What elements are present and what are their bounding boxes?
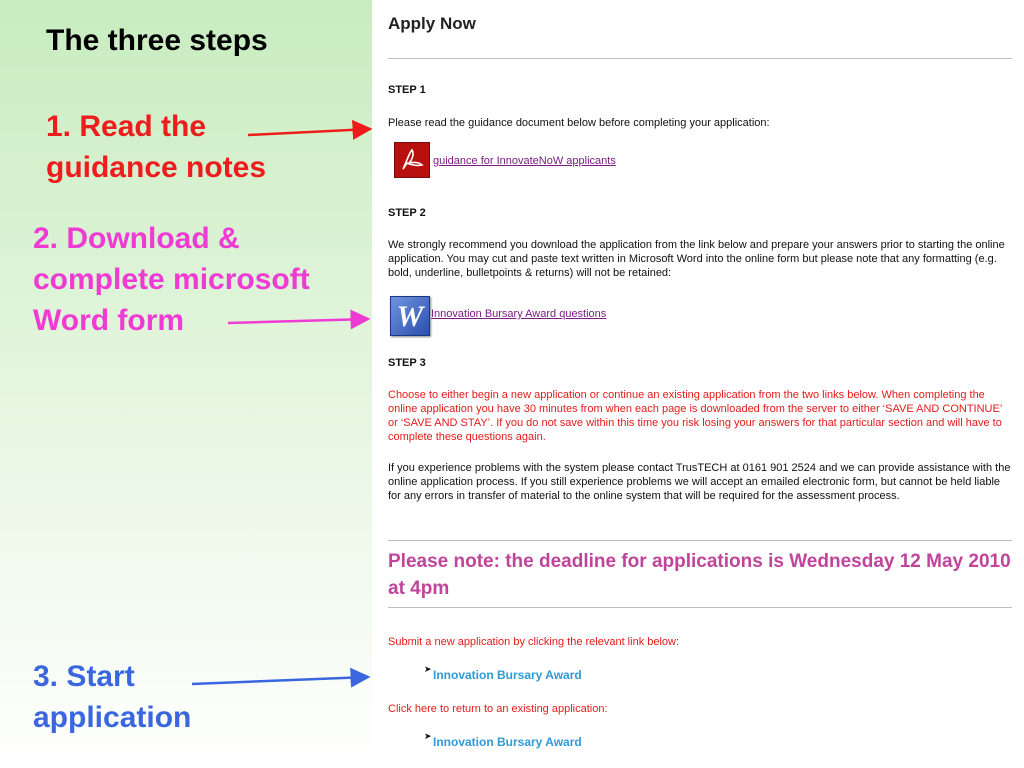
bursary-questions-link[interactable]: Innovation Bursary Award questions — [431, 308, 607, 320]
step2-label — [33, 218, 310, 341]
deadline-notice: Please note: the deadline for applications is Wednesday 12 May 2010 at 4pm — [388, 551, 1011, 599]
step2-label-line2: complete microsoft — [33, 263, 310, 296]
new-application-link[interactable]: Innovation Bursary Award — [433, 668, 582, 682]
step3-label — [33, 656, 191, 738]
pdf-symbol-icon — [395, 143, 429, 177]
guidance-link[interactable]: guidance for InnovateNoW applicants — [433, 155, 616, 167]
bullet-arrow-icon: ➤ — [424, 731, 432, 741]
divider — [388, 607, 1012, 608]
divider — [388, 58, 1012, 59]
word-icon[interactable] — [390, 296, 430, 336]
slide-title: The three steps — [46, 24, 268, 57]
submit-new-label: Submit a new application by clicking the relevant link below: — [388, 636, 680, 648]
step2-label-line3: Word form — [33, 304, 185, 337]
divider — [388, 540, 1012, 541]
step1-label-line1: 1. Read the — [46, 110, 207, 143]
step2-heading: STEP 2 — [388, 207, 426, 219]
pdf-icon[interactable] — [394, 142, 430, 178]
word-icon-letter: W — [396, 300, 424, 333]
contact-text: If you experience problems with the system please contact TrusTECH at 0161 901 2524 and we can provide assistance with the online application process. If you still experience problems we will accept an emailed electronic form, but cannot be held liable for any errors in transfer of material to the online system that will be required for the assessment process. — [388, 462, 1011, 502]
step1-label-line2: guidance notes — [46, 151, 267, 184]
step3-instructions: Choose to either begin a new application or continue an existing application from the two links below. When completing the online application you have 30 minutes from when each page is downloaded from the server to either ‘SAVE AND CONTINUE’ or ‘SAVE AND STAY’. If you do not save within this time you risk losing your answers for that particular section and will have to complete these questions again. — [388, 389, 1002, 443]
step3-label-line1: 3. Start — [33, 660, 135, 693]
step2-text: We strongly recommend you download the application from the link below and prepare your answers prior to starting the online application. You may cut and paste text written in Microsoft Word into the online form but please note that any formatting (e.g. bold, underline, bulletpoints & returns) will not be retained: — [388, 239, 1005, 279]
step3-heading: STEP 3 — [388, 357, 426, 369]
step1-heading: STEP 1 — [388, 84, 426, 96]
page-title: Apply Now — [388, 14, 476, 33]
return-existing-label: Click here to return to an existing application: — [388, 703, 608, 715]
apply-now-webpage — [372, 0, 1024, 768]
step1-label — [46, 106, 266, 188]
bullet-arrow-icon: ➤ — [424, 664, 432, 674]
step1-text: Please read the guidance document below before completing your application: — [388, 117, 770, 129]
step3-label-line2: application — [33, 701, 192, 734]
existing-application-link[interactable]: Innovation Bursary Award — [433, 735, 582, 749]
step2-label-line1: 2. Download & — [33, 222, 240, 255]
